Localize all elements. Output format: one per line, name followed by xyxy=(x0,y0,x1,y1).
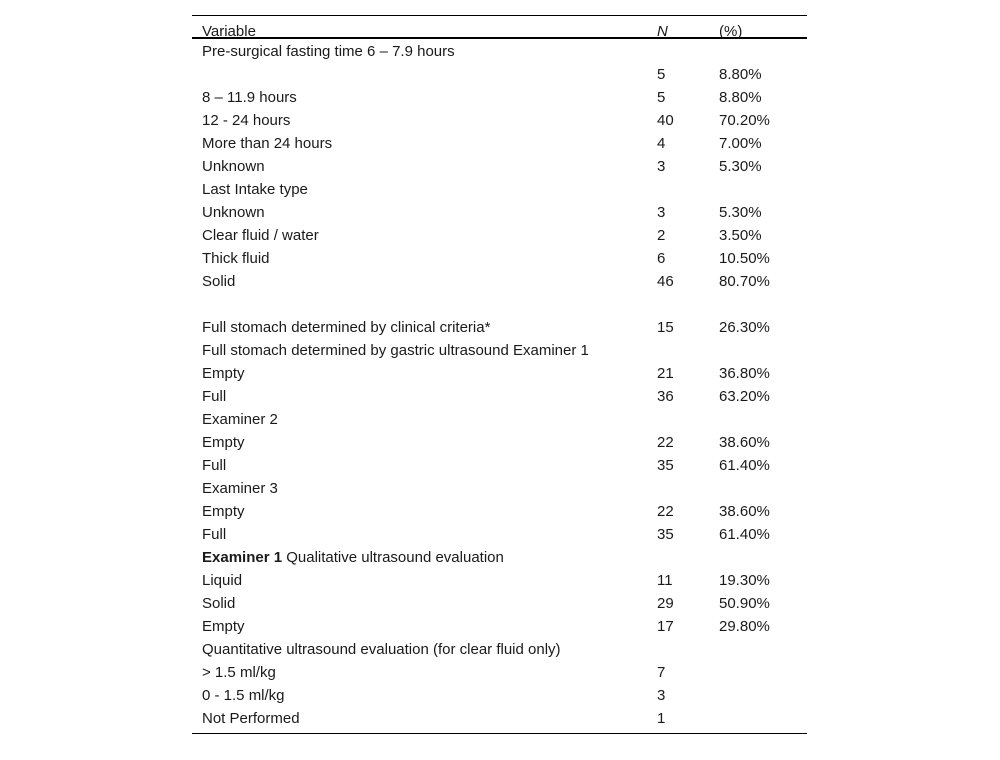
header-n: N xyxy=(657,23,668,40)
cell-variable: Clear fluid / water xyxy=(202,227,319,244)
cell-percent: 5.30% xyxy=(719,158,762,175)
cell-n: 15 xyxy=(657,319,674,336)
cell-variable: Full xyxy=(202,457,227,474)
table-row xyxy=(192,270,807,293)
cell-variable: Empty xyxy=(202,434,245,451)
cell-n: 22 xyxy=(657,434,674,451)
cell-n: 5 xyxy=(657,66,666,83)
table-row xyxy=(192,40,807,63)
table-row xyxy=(192,247,807,270)
cell-variable: Empty xyxy=(202,365,245,382)
table-row xyxy=(192,569,807,592)
header-percent: (%) xyxy=(719,23,743,40)
table-row xyxy=(192,431,807,454)
cell-variable: Liquid xyxy=(202,572,243,589)
cell-percent: 10.50% xyxy=(719,250,770,267)
cell-percent: 8.80% xyxy=(719,66,762,83)
table-row xyxy=(192,316,807,339)
cell-n: 22 xyxy=(657,503,674,520)
cell-variable: Thick fluid xyxy=(202,250,270,267)
table-row xyxy=(192,615,807,638)
cell-variable: Full stomach determined by clinical criteria* xyxy=(202,319,491,336)
cell-n: 3 xyxy=(657,204,666,221)
table-row xyxy=(192,638,807,661)
table-row xyxy=(192,592,807,615)
cell-percent: 19.30% xyxy=(719,572,770,589)
cell-variable: Not Performed xyxy=(202,710,300,727)
cell-n: 35 xyxy=(657,457,674,474)
cell-percent: 63.20% xyxy=(719,388,770,405)
table-row xyxy=(192,63,807,86)
cell-n: 3 xyxy=(657,687,666,704)
table-row xyxy=(192,661,807,684)
cell-percent: 7.00% xyxy=(719,135,762,152)
cell-n: 6 xyxy=(657,250,666,267)
cell-n: 46 xyxy=(657,273,674,290)
cell-percent: 61.40% xyxy=(719,457,770,474)
table-row xyxy=(192,86,807,109)
table-row xyxy=(192,362,807,385)
cell-variable: Examiner 2 xyxy=(202,411,278,428)
cell-variable: Last Intake type xyxy=(202,181,308,198)
table-body xyxy=(192,39,807,733)
cell-n: 11 xyxy=(657,572,673,589)
cell-variable: Empty xyxy=(202,503,245,520)
table-row xyxy=(192,477,807,500)
cell-variable: Examiner 3 xyxy=(202,480,278,497)
cell-variable-rest: Qualitative ultrasound evaluation xyxy=(282,549,504,566)
cell-percent: 36.80% xyxy=(719,365,770,382)
cell-percent: 80.70% xyxy=(719,273,770,290)
table-row xyxy=(192,109,807,132)
cell-percent: 38.60% xyxy=(719,434,770,451)
cell-n: 1 xyxy=(657,710,666,727)
table-row xyxy=(192,684,807,707)
cell-n: 2 xyxy=(657,227,666,244)
table-row xyxy=(192,408,807,431)
cell-variable: Full stomach determined by gastric ultrasound Examiner 1 xyxy=(202,342,589,359)
cell-n: 3 xyxy=(657,158,666,175)
table-row xyxy=(192,523,807,546)
table-row xyxy=(192,201,807,224)
cell-percent: 8.80% xyxy=(719,89,762,106)
cell-variable: Full xyxy=(202,526,227,543)
cell-variable: Empty xyxy=(202,618,245,635)
cell-percent: 5.30% xyxy=(719,204,762,221)
cell-variable: 0 - 1.5 ml/kg xyxy=(202,687,285,704)
cell-variable xyxy=(202,546,504,569)
cell-percent: 50.90% xyxy=(719,595,770,612)
cell-variable: 8 – 11.9 hours xyxy=(202,89,297,106)
cell-percent: 38.60% xyxy=(719,503,770,520)
table-row xyxy=(192,155,807,178)
cell-n: 7 xyxy=(657,664,666,681)
table-header xyxy=(192,16,807,39)
cell-variable-bold: Examiner 1 xyxy=(202,549,283,566)
table-row xyxy=(192,293,807,316)
cell-variable: Unknown xyxy=(202,158,265,175)
table-row xyxy=(192,132,807,155)
table-row xyxy=(192,339,807,362)
cell-n: 17 xyxy=(657,618,674,635)
cell-percent: 26.30% xyxy=(719,319,770,336)
cell-n: 5 xyxy=(657,89,666,106)
cell-variable: More than 24 hours xyxy=(202,135,333,152)
cell-n: 21 xyxy=(657,365,674,382)
cell-n: 40 xyxy=(657,112,674,129)
cell-percent: 29.80% xyxy=(719,618,770,635)
cell-variable: Unknown xyxy=(202,204,265,221)
cell-percent: 61.40% xyxy=(719,526,770,543)
header-variable: Variable xyxy=(202,23,256,40)
cell-n: 4 xyxy=(657,135,666,152)
cell-n: 35 xyxy=(657,526,674,543)
data-table xyxy=(192,15,807,734)
table-row xyxy=(192,546,807,569)
table-row xyxy=(192,224,807,247)
cell-variable: Solid xyxy=(202,595,236,612)
table-row xyxy=(192,500,807,523)
table-row xyxy=(192,454,807,477)
cell-variable: 12 - 24 hours xyxy=(202,112,291,129)
cell-n: 36 xyxy=(657,388,674,405)
cell-percent: 3.50% xyxy=(719,227,762,244)
cell-variable: Solid xyxy=(202,273,236,290)
table-row xyxy=(192,707,807,730)
table-row xyxy=(192,385,807,408)
cell-variable: Pre-surgical fasting time 6 – 7.9 hours xyxy=(202,43,455,60)
table-row xyxy=(192,178,807,201)
cell-variable: Quantitative ultrasound evaluation (for clear fluid only) xyxy=(202,641,561,658)
cell-variable: > 1.5 ml/kg xyxy=(202,664,276,681)
cell-n: 29 xyxy=(657,595,674,612)
cell-variable: Full xyxy=(202,388,227,405)
cell-percent: 70.20% xyxy=(719,112,770,129)
